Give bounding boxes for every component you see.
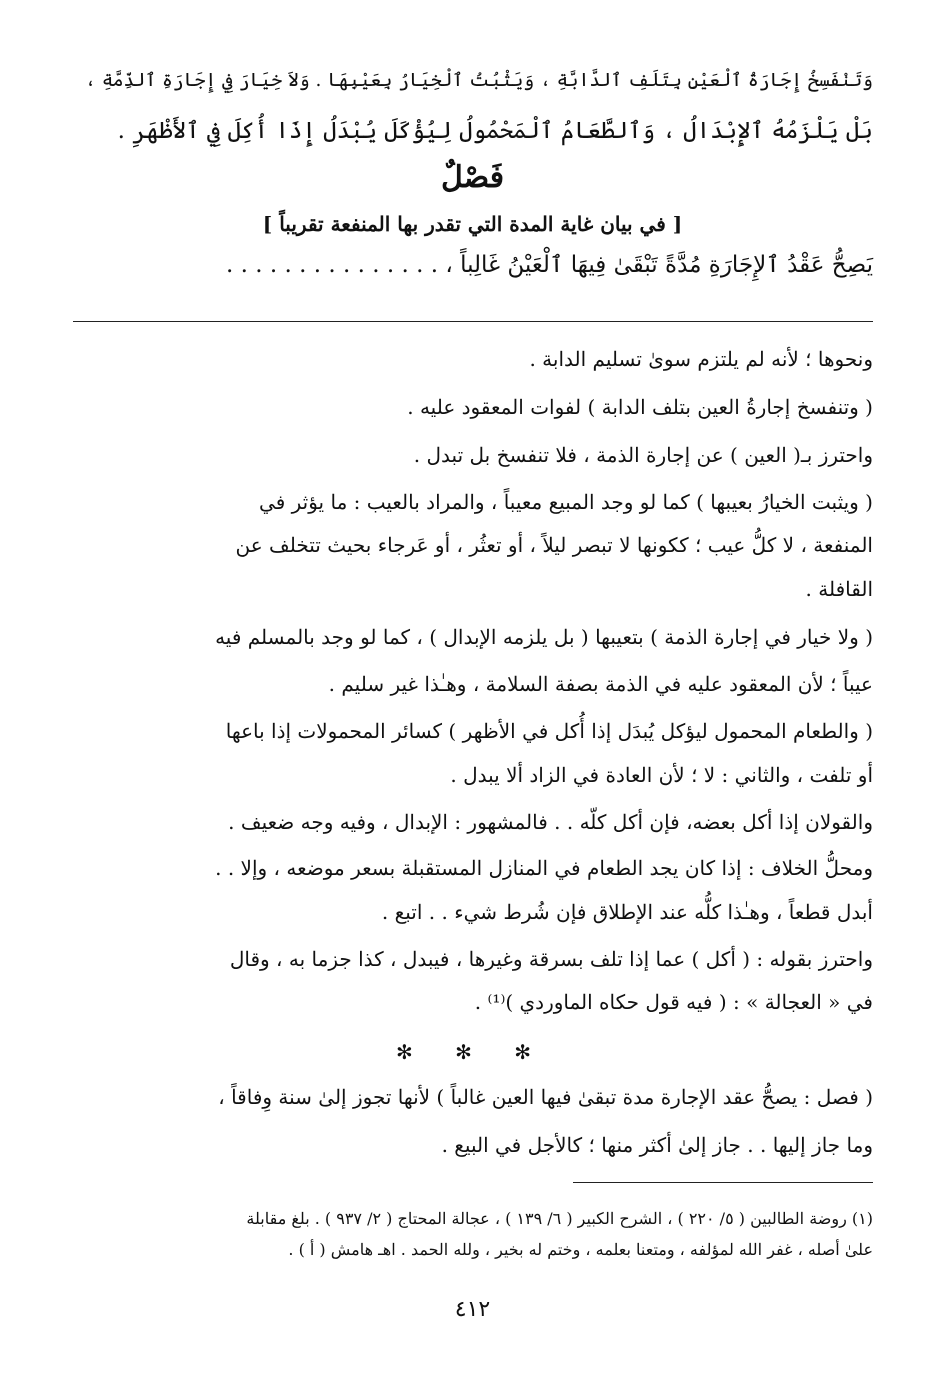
sharh-line: ( وتنفسخ إجارةُ العين بتلف الدابة ) لفوات المعقود عليه . <box>407 395 873 419</box>
footnote-line: علىٰ أصله ، غفر الله لمؤلفه ، ومتعنا بعلمه ، وختم له بخير ، ولله الحمد . اهـ هامش ( أ ) . <box>288 1240 873 1259</box>
footnote-divider <box>573 1182 873 1183</box>
sharh-line: ( ولا خيار في إجارة الذمة ) بتعيبها ( بل يلزمه الإبدال ) ، كما لو وجد بالمسلم فيه <box>215 625 873 649</box>
section-subtitle: [ في بيان غاية المدة التي تقدر بها المنفعة تقريباً ] <box>262 212 683 236</box>
sharh-line: القافلة . <box>805 577 873 601</box>
sharh-line: ومحلُّ الخلاف : إذا كان يجد الطعام في المنازل المستقبلة بسعر موضعه ، وإلا . . <box>215 856 873 880</box>
matn-line: بَلْ يَلْزَمُهُ ٱلإِبْدَالُ ، وَٱلطَّعَامُ ٱلْمَحْمُولُ لِيُؤْكَلَ يُبْدَلُ إِذَا أُكِلَ فِي ٱلأَظْهَرِ . <box>117 118 873 144</box>
matn-line: وَتَنْفَسِخُ إِجَارَةُ ٱلْعَيْنِ بِتَلَفِ ٱلدَّابَّةِ ، وَيَثْبُتُ ٱلْخِيَارُ بِعَيْبِهَا . وَلاَ خِيَارَ فِي إِجَارَةِ ٱلذِّمَّةِ ، <box>85 70 873 91</box>
sharh-line: واحترز بقوله : ( أكل ) عما إذا تلف بسرقة وغيرها ، فيبدل ، كذا جزما به ، وقال <box>229 947 873 971</box>
footnote-line: (١) روضة الطالبين ( ٥/ ٢٢٠ ) ، الشرح الكبير ( ٦/ ١٣٩ ) ، عجالة المحتاج ( ٢/ ٩٣٧ ) . بلغ مقابلة <box>246 1209 873 1228</box>
sharh-line: عيباً ؛ لأن المعقود عليه في الذمة بصفة السلامة ، وهـٰذا غير سليم . <box>328 672 873 696</box>
sharh-line: في « العجالة » : ( فيه قول حكاه الماوردي )⁽¹⁾ . <box>474 990 873 1014</box>
sharh-line: ونحوها ؛ لأنه لم يلتزم سوىٰ تسليم الدابة . <box>529 347 873 371</box>
section-separator-stars: ✻ ✻ ✻ <box>396 1040 549 1064</box>
sharh-line: أبدل قطعاً ، وهـٰذا كلُّه عند الإطلاق فإن شُرط شيء . . اتبع . <box>381 900 873 924</box>
matn-line: يَصِحُّ عَقْدُ ٱلإِجَارَةِ مُدَّةً تَبْقَىٰ فِيهَا ٱلْعَيْنُ غَالِباً ، . . . . . . . . . . . . . . . <box>226 252 873 278</box>
sharh-line: ( والطعام المحمول ليؤكل يُبدَل إذا أُكل في الأظهر ) كسائر المحمولات إذا باعها <box>225 719 873 743</box>
page-number: ٤١٢ <box>454 1297 491 1322</box>
sharh-line: واحترز بـ( العين ) عن إجارة الذمة ، فلا تنفسخ بل تبدل . <box>413 443 873 467</box>
sharh-line: ( ويثبت الخيارُ بعيبها ) كما لو وجد المبيع معيباً ، والمراد بالعيب : ما يؤثر في <box>259 490 873 514</box>
sharh-line: المنفعة ، لا كلُّ عيب ؛ ككونها لا تبصر ليلاً ، أو تعثُر ، أو عَرجاء بحيث تتخلف عن <box>235 533 873 557</box>
section-heading: فَصْلٌ <box>440 160 505 195</box>
sharh-line: والقولان إذا أكل بعضه، فإن أكل كلّه . . فالمشهور : الإبدال ، وفيه وجه ضعيف . <box>228 810 873 834</box>
matn-divider <box>73 321 873 322</box>
sharh-line: ( فصل : يصحُّ عقد الإجارة مدة تبقىٰ فيها العين غالباً ) لأنها تجوز إلىٰ سنة وِفاقاً ، <box>218 1085 873 1109</box>
sharh-line: وما جاز إليها . . جاز إلىٰ أكثر منها ؛ كالأجل في البيع . <box>441 1133 873 1157</box>
sharh-line: أو تلفت ، والثاني : لا ؛ لأن العادة في الزاد ألا يبدل . <box>450 763 873 787</box>
